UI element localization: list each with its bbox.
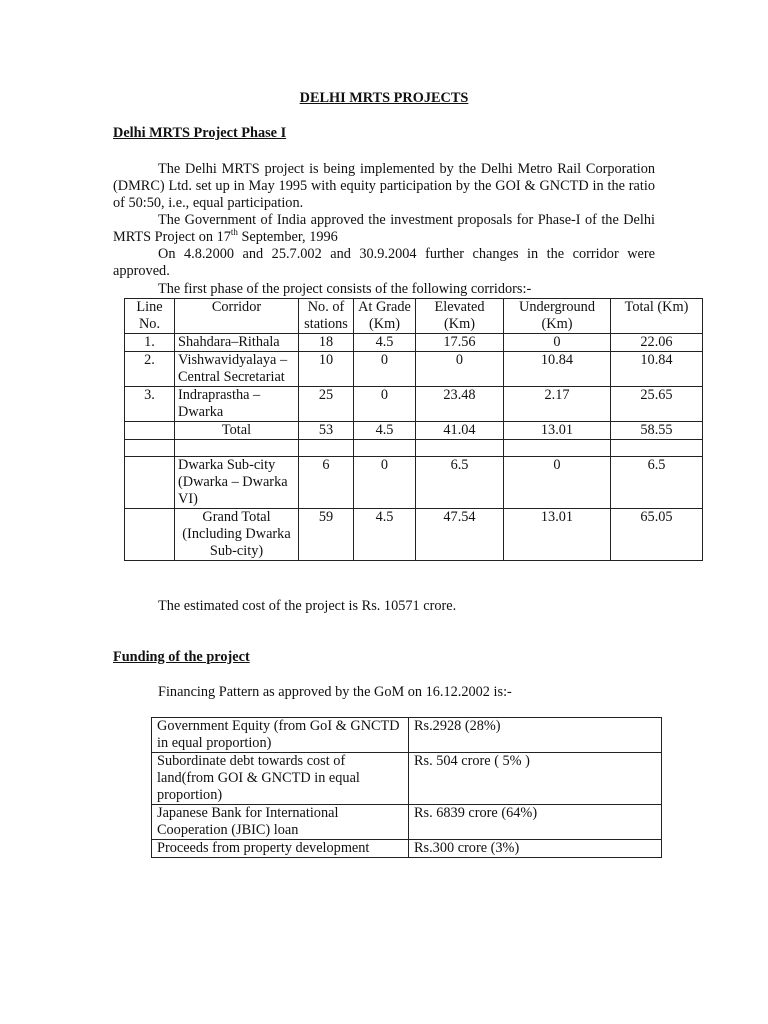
cell-source: Government Equity (from GoI & GNCTD in equal proportion) bbox=[152, 718, 409, 753]
cell-elevated: 0 bbox=[416, 352, 504, 387]
section-heading-funding: Funding of the project bbox=[113, 649, 250, 665]
cell-at-grade: 4.5 bbox=[354, 509, 416, 561]
cell-stations: 59 bbox=[299, 509, 354, 561]
header-at-grade: At Grade (Km) bbox=[354, 299, 416, 334]
cell-empty bbox=[125, 440, 175, 457]
paragraph-corridors-intro: The first phase of the project consists of the following corridors:- bbox=[158, 281, 532, 297]
cell-stations: 10 bbox=[299, 352, 354, 387]
cell-source: Subordinate debt towards cost of land(from GOI & GNCTD in equal proportion) bbox=[152, 753, 409, 805]
cell-underground: 13.01 bbox=[504, 422, 611, 440]
table-row bbox=[125, 352, 703, 387]
cell-empty bbox=[504, 440, 611, 457]
cell-line-no bbox=[125, 457, 175, 509]
table-row bbox=[152, 753, 662, 805]
cell-stations: 25 bbox=[299, 387, 354, 422]
table-row bbox=[152, 840, 662, 858]
cell-amount: Rs. 504 crore ( 5% ) bbox=[409, 753, 662, 805]
cell-underground: 10.84 bbox=[504, 352, 611, 387]
section-heading-phase-1: Delhi MRTS Project Phase I bbox=[113, 125, 287, 141]
cell-underground: 2.17 bbox=[504, 387, 611, 422]
cell-total: 65.05 bbox=[611, 509, 703, 561]
cell-at-grade: 0 bbox=[354, 352, 416, 387]
cell-total: 10.84 bbox=[611, 352, 703, 387]
cell-total: 6.5 bbox=[611, 457, 703, 509]
cell-corridor: Vishwavidyalaya – Central Secretariat bbox=[175, 352, 299, 387]
financing-intro: Financing Pattern as approved by the GoM on 16.12.2002 is:- bbox=[158, 684, 512, 700]
table-header-row bbox=[125, 299, 703, 334]
table-row-empty bbox=[125, 440, 703, 457]
cell-at-grade: 4.5 bbox=[354, 334, 416, 352]
cell-stations: 6 bbox=[299, 457, 354, 509]
cell-empty bbox=[175, 440, 299, 457]
cell-line-no bbox=[125, 422, 175, 440]
header-total: Total (Km) bbox=[611, 299, 703, 334]
cell-corridor: Grand Total (Including Dwarka Sub-city) bbox=[175, 509, 299, 561]
approval-text-start: The Government of India approved the investment proposals for Phase-I of the Delhi MRTS Project on 17 bbox=[113, 212, 655, 245]
table-row bbox=[152, 805, 662, 840]
paragraph-implementation: The Delhi MRTS project is being implemented by the Delhi Metro Rail Corporation (DMRC) Ltd. set up in May 1995 with equity participation by the GOI & GNCTD in the ratio of 50:50, i.e., equal participation. bbox=[113, 161, 655, 211]
approval-text-end: September, 1996 bbox=[237, 229, 338, 245]
page-title: DELHI MRTS PROJECTS bbox=[299, 90, 469, 106]
cell-line-no: 1. bbox=[125, 334, 175, 352]
cell-total: 25.65 bbox=[611, 387, 703, 422]
ordinal-suffix: th bbox=[230, 227, 238, 238]
table-row bbox=[152, 718, 662, 753]
cell-corridor: Total bbox=[175, 422, 299, 440]
table-row-grand-total bbox=[125, 509, 703, 561]
cell-at-grade: 0 bbox=[354, 457, 416, 509]
header-corridor: Corridor bbox=[175, 299, 299, 334]
table-row bbox=[125, 334, 703, 352]
cell-elevated: 17.56 bbox=[416, 334, 504, 352]
cell-elevated: 23.48 bbox=[416, 387, 504, 422]
cell-empty bbox=[354, 440, 416, 457]
cell-underground: 0 bbox=[504, 334, 611, 352]
header-stations: No. of stations bbox=[299, 299, 354, 334]
table-row bbox=[125, 457, 703, 509]
cell-empty bbox=[299, 440, 354, 457]
cell-amount: Rs.2928 (28%) bbox=[409, 718, 662, 753]
cell-total: 58.55 bbox=[611, 422, 703, 440]
cell-line-no bbox=[125, 509, 175, 561]
cell-line-no: 2. bbox=[125, 352, 175, 387]
cell-at-grade: 0 bbox=[354, 387, 416, 422]
cell-stations: 53 bbox=[299, 422, 354, 440]
cell-corridor: Dwarka Sub-city (Dwarka – Dwarka VI) bbox=[175, 457, 299, 509]
paragraph-changes: On 4.8.2000 and 25.7.002 and 30.9.2004 further changes in the corridor were approved. bbox=[113, 246, 655, 279]
cost-statement: The estimated cost of the project is Rs. 10571 crore. bbox=[158, 598, 457, 614]
cell-corridor: Shahdara–Rithala bbox=[175, 334, 299, 352]
cell-amount: Rs. 6839 crore (64%) bbox=[409, 805, 662, 840]
table-row bbox=[125, 387, 703, 422]
cell-at-grade: 4.5 bbox=[354, 422, 416, 440]
corridor-table bbox=[124, 298, 703, 561]
cell-underground: 0 bbox=[504, 457, 611, 509]
cell-underground: 13.01 bbox=[504, 509, 611, 561]
cell-elevated: 41.04 bbox=[416, 422, 504, 440]
header-elevated: Elevated (Km) bbox=[416, 299, 504, 334]
cell-source: Proceeds from property development bbox=[152, 840, 409, 858]
cell-empty bbox=[611, 440, 703, 457]
cell-amount: Rs.300 crore (3%) bbox=[409, 840, 662, 858]
paragraph-approval bbox=[113, 212, 655, 246]
cell-corridor: Indraprastha – Dwarka bbox=[175, 387, 299, 422]
cell-stations: 18 bbox=[299, 334, 354, 352]
cell-elevated: 6.5 bbox=[416, 457, 504, 509]
cell-total: 22.06 bbox=[611, 334, 703, 352]
funding-table bbox=[151, 717, 662, 858]
table-row-total bbox=[125, 422, 703, 440]
cell-line-no: 3. bbox=[125, 387, 175, 422]
header-line-no: Line No. bbox=[125, 299, 175, 334]
cell-source: Japanese Bank for International Cooperation (JBIC) loan bbox=[152, 805, 409, 840]
header-underground: Underground (Km) bbox=[504, 299, 611, 334]
cell-elevated: 47.54 bbox=[416, 509, 504, 561]
cell-empty bbox=[416, 440, 504, 457]
